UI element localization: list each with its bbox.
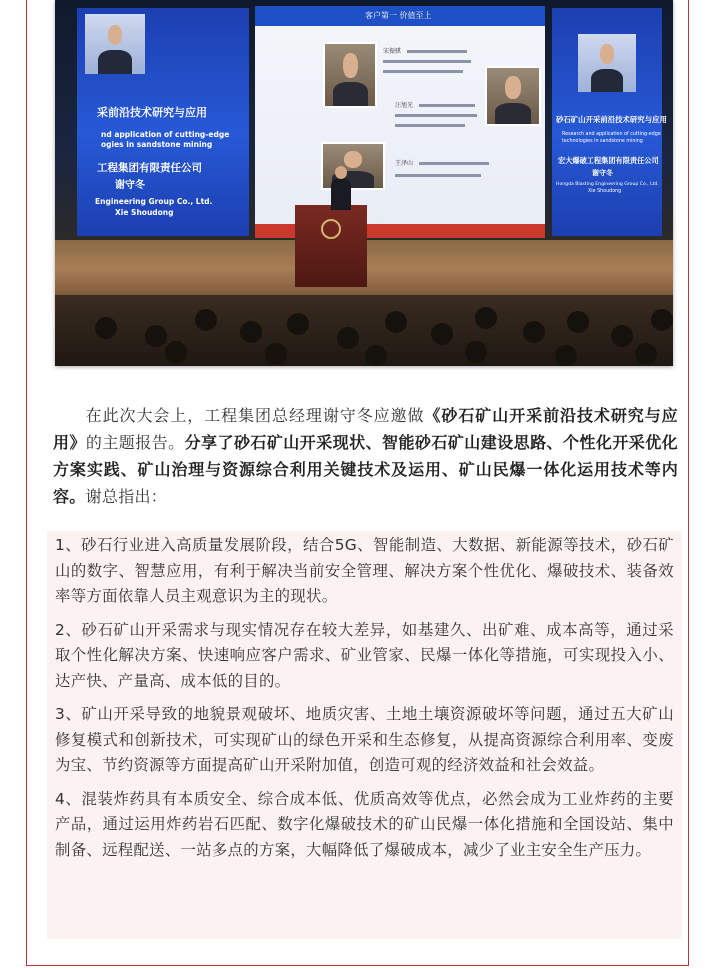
- center-screen-band: [255, 6, 545, 26]
- left-screen-title: 采前沿技术研究与应用: [97, 106, 207, 119]
- right-screen-company: 宏大爆破工程集团有限责任公司: [558, 156, 659, 165]
- right-screen-speaker-en: Xie Shoudong: [588, 189, 622, 194]
- podium: [295, 205, 367, 287]
- left-screen-speaker-en: Xie Shoudong: [115, 208, 174, 217]
- portrait-1-name: 宋振骐: [383, 48, 402, 55]
- left-screen-title-en-2: ogies in sandstone mining: [101, 140, 213, 149]
- key-point-1: 1、砂石行业进入高质量发展阶段，结合5G、智能制造、大数据、新能源等技术，砂石矿山的数字、智慧应用，有利于解决当前安全管理、解决方案个性优化、爆破技术、装备效率等方面依靠人员主观意识为主的现状。: [55, 536, 674, 605]
- speaker-figure: [331, 178, 351, 210]
- portrait-1: [323, 42, 377, 108]
- right-screen-video: [578, 34, 636, 92]
- intro-tail: 谢总指出：: [85, 487, 168, 506]
- left-screen-speaker: 谢守冬: [115, 180, 145, 191]
- report-summary: 分享了砂石矿山开采现状、智能砂石矿山建设思路、个性化开采优化方案实践、矿山治理与资源综合利用关键技术及运用、矿山民爆一体化运用技术等内容。: [53, 433, 678, 506]
- intro-middle: 的主题报告。: [85, 433, 185, 452]
- left-screen: [77, 8, 249, 236]
- right-screen-title-en-1: Research and application of cutting-edge: [562, 132, 661, 137]
- center-screen: [255, 6, 545, 238]
- report-title: 《砂石矿山开采前沿技术研究与应用》: [53, 406, 678, 452]
- right-screen-title-en-2: technologies in sandstone mining: [562, 139, 643, 144]
- right-screen-title: 砂石矿山开采前沿技术研究与应用: [556, 115, 667, 124]
- portrait-2-name: 汪旭光: [395, 102, 414, 109]
- portrait-3-name: 王泽山: [395, 160, 414, 167]
- key-point-2: 2、砂石矿山开采需求与现实情况存在较大差异，如基建久、出矿难、成本高等，通过采取个性化解决方案、快速响应客户需求、矿业管家、民爆一体化等措施，可实现投入小、达产快、产量高、成本低的目的。: [55, 620, 674, 690]
- right-screen-speaker: 谢守冬: [592, 169, 613, 177]
- left-screen-title-en-1: nd application of cutting-edge: [101, 130, 230, 139]
- key-point-4: 4、混装炸药具有本质安全、综合成本低、优质高效等优点，必然会成为工业炸药的主要产品，通过运用炸药岩石匹配、数字化爆破技术的矿山民爆一体化措施和全国设站、集中制备、远程配送、一站多点的方案，大幅降低了爆破成本，减少了业主安全生产压力。: [55, 789, 674, 859]
- key-point-3: 3、矿山开采导致的地貌景观破坏、地质灾害、土地土壤资源破坏等问题，通过五大矿山修复模式和创新技术，可实现矿山的绿色开采和生态修复，从提高资源综合利用率、变废为宝、节约资源等方面提高矿山开采附加值，创造可观的经济效益和社会效益。: [55, 705, 674, 774]
- audience: [55, 295, 673, 366]
- right-screen-company-en: Hongda Blasting Engineering Group Co., Ltd.: [556, 182, 659, 187]
- intro-paragraph: [53, 402, 678, 510]
- intro-lead: 在此次大会上，工程集团总经理谢守冬应邀做: [85, 406, 425, 425]
- conference-photo: [55, 0, 673, 366]
- right-screen: [552, 8, 667, 236]
- portrait-2: [485, 66, 541, 126]
- left-screen-company-en: Engineering Group Co., Ltd.: [95, 197, 213, 206]
- key-points-box: [47, 531, 682, 939]
- left-screen-company: 工程集团有限责任公司: [97, 162, 202, 174]
- center-screen-band-text: 客户第一 价值至上: [365, 11, 432, 20]
- left-screen-video: [85, 14, 145, 74]
